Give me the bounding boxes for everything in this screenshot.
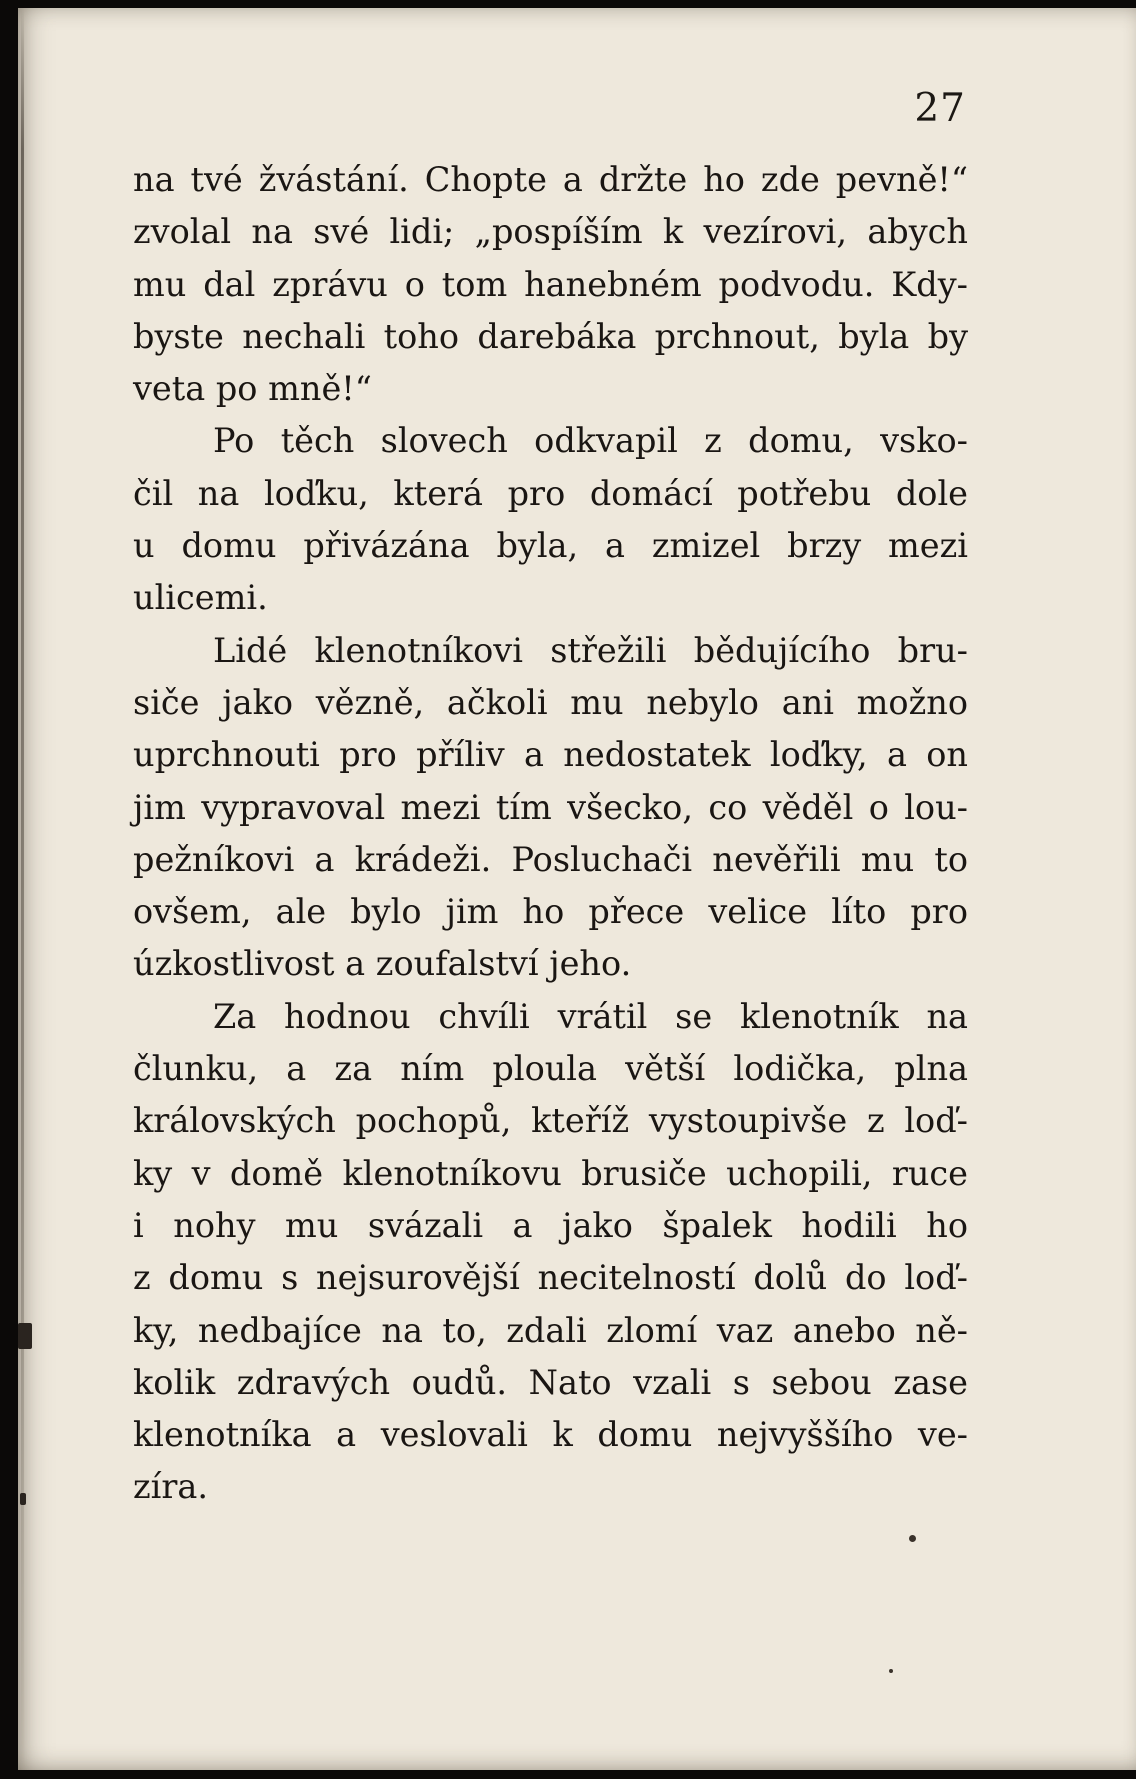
- text-line: ovšem, ale bylo jim ho přece velice líto pro: [133, 892, 968, 932]
- text-line: ky, nedbajíce na to, zdali zlomí vaz anebo ně-: [133, 1310, 968, 1350]
- text-line: siče jako vězně, ačkoli mu nebylo ani možno: [133, 682, 968, 722]
- paragraph-3: [133, 625, 968, 991]
- text-line: čil na loďku, která pro domácí potřebu dole: [133, 473, 968, 513]
- text-line: veta po mně!“: [133, 369, 372, 409]
- text-line: Po těch slovech odkvapil z domu, vsko-: [213, 421, 968, 461]
- text-line: úzkostlivost a zoufalství jeho.: [133, 944, 632, 984]
- text-line: člunku, a za ním ploula větší lodička, plna: [133, 1049, 968, 1089]
- text-line: ulicemi.: [133, 578, 268, 618]
- binding-mark: [18, 1323, 32, 1349]
- text-line: byste nechali toho darebáka prchnout, byla by: [133, 316, 968, 356]
- binding-gutter-shadow: [21, 8, 24, 1770]
- body-text: [133, 154, 968, 1514]
- text-line: klenotníka a veslovali k domu nejvyššího ve-: [133, 1415, 968, 1455]
- text-line: jim vypravoval mezi tím všecko, co věděl o lou-: [133, 787, 968, 827]
- paper-speck: [889, 1669, 893, 1673]
- paragraph-4: [133, 991, 968, 1514]
- paragraph-2: [133, 415, 968, 624]
- binding-mark: [20, 1493, 26, 1505]
- text-line: zíra.: [133, 1467, 208, 1507]
- text-line: mu dal zprávu o tom hanebném podvodu. Kdy-: [133, 264, 968, 304]
- page-number: 27: [914, 86, 966, 131]
- text-line: uprchnouti pro příliv a nedostatek loďky, a on: [133, 735, 968, 775]
- paper-speck: [909, 1535, 916, 1542]
- text-line: královských pochopů, kteříž vystoupivše z loď-: [133, 1101, 968, 1141]
- text-line: zvolal na své lidi; „pospíším k vezírovi, abych: [133, 212, 968, 252]
- text-line: u domu přivázána byla, a zmizel brzy mezi: [133, 526, 968, 566]
- text-line: i nohy mu svázali a jako špalek hodili ho: [133, 1205, 968, 1245]
- text-line: kolik zdravých oudů. Nato vzali s sebou zase: [133, 1362, 968, 1402]
- paragraph-1: [133, 154, 968, 415]
- text-line: z domu s nejsurovější necitelností dolů do loď-: [133, 1258, 968, 1298]
- text-line: ky v domě klenotníkovu brusiče uchopili, ruce: [133, 1153, 968, 1193]
- text-line: Lidé klenotníkovi střežili bědujícího bru-: [213, 630, 968, 670]
- text-line: na tvé žvástání. Chopte a držte ho zde pevně!“: [133, 160, 968, 199]
- text-line: Za hodnou chvíli vrátil se klenotník na: [213, 996, 968, 1036]
- text-line: pežníkovi a krádeži. Posluchači nevěřili mu to: [133, 839, 968, 879]
